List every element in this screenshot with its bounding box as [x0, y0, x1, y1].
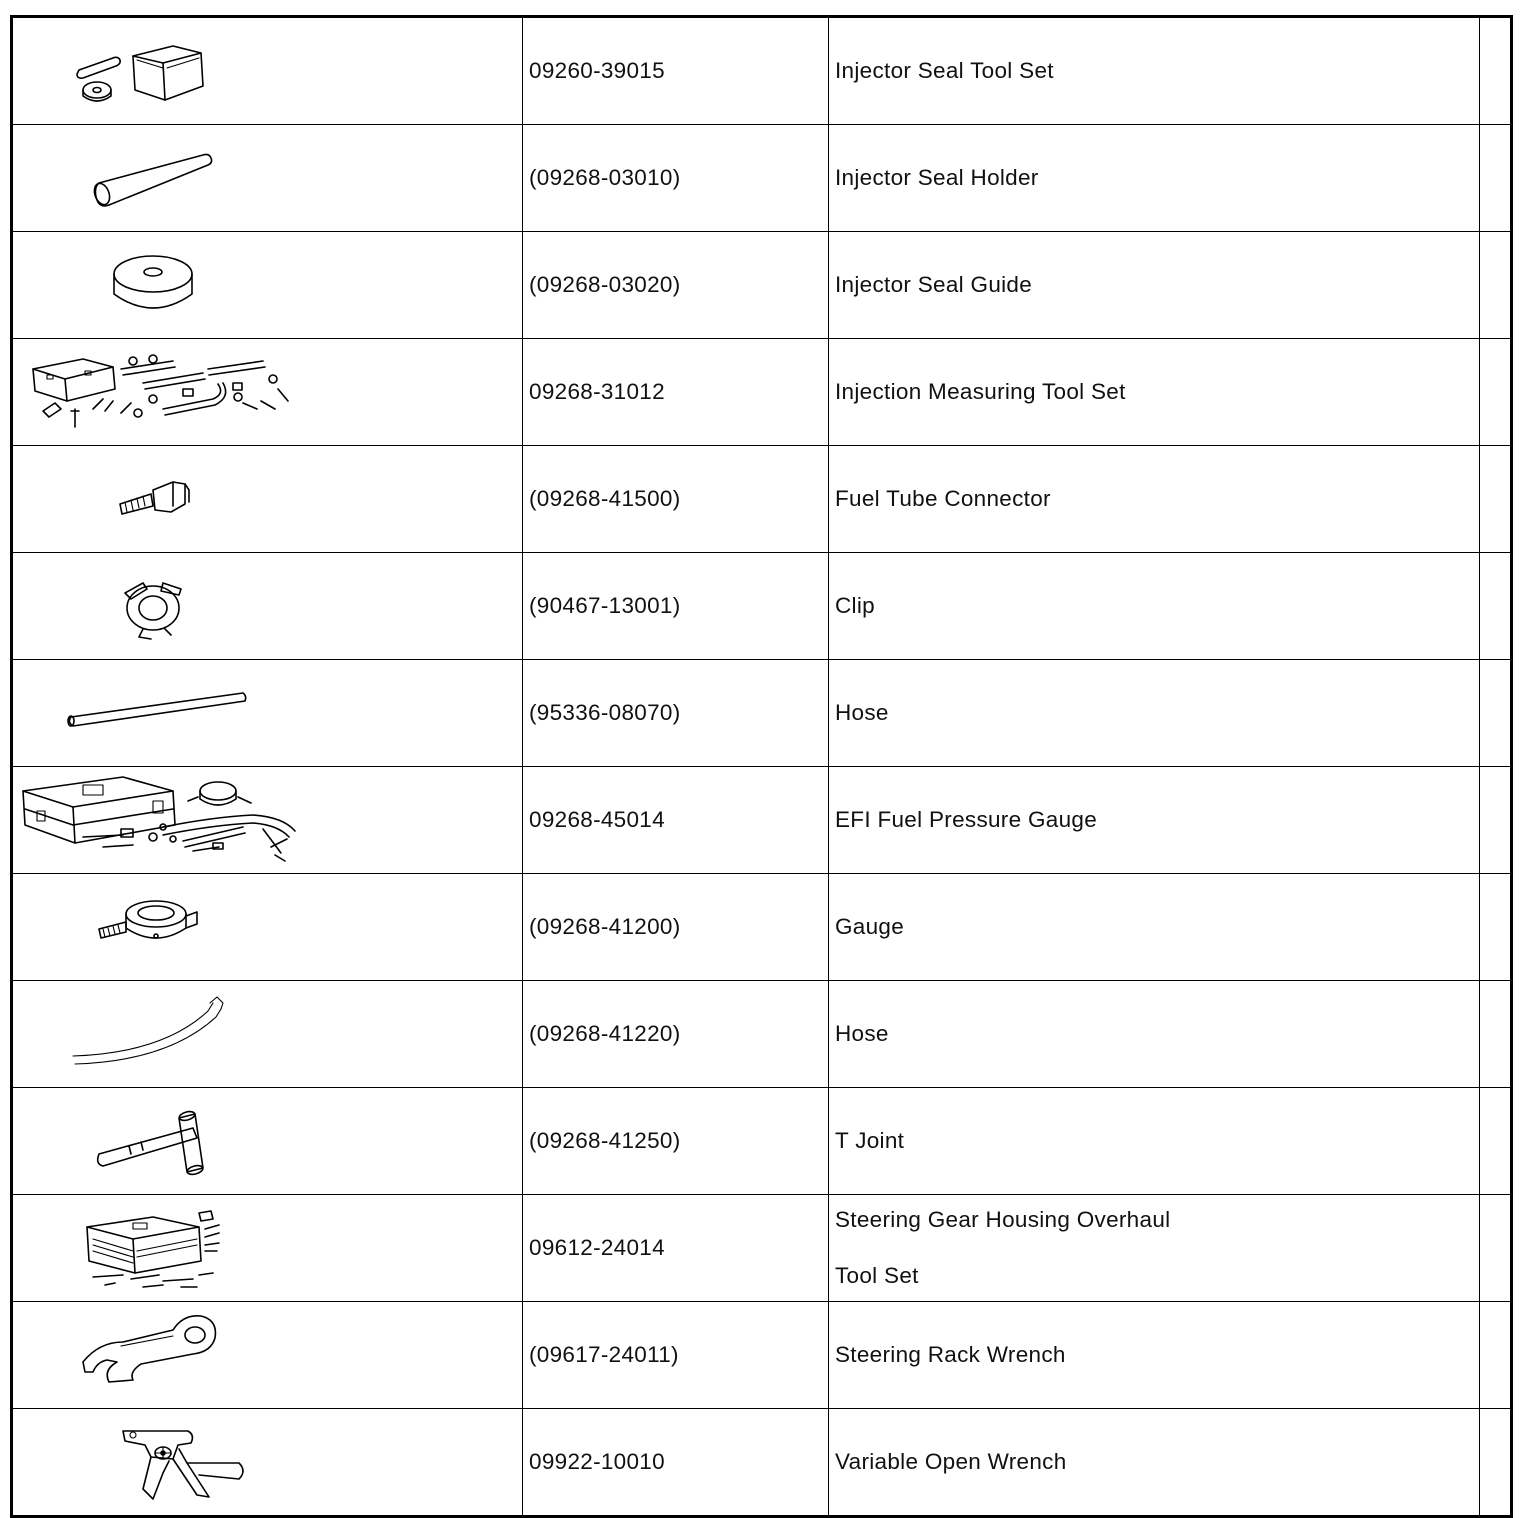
part-number: (09268-41220) — [523, 981, 829, 1088]
curved-hose-icon — [13, 981, 522, 1087]
tool-name-text: Injector Seal Tool Set — [835, 58, 1054, 83]
blank-cell — [1480, 767, 1512, 874]
part-number: 09922-10010 — [523, 1409, 829, 1517]
tool-name — [829, 17, 1480, 125]
blank-cell — [1480, 339, 1512, 446]
tool-image-cell — [12, 553, 523, 660]
blank-cell — [1480, 981, 1512, 1088]
blank-cell — [1480, 1302, 1512, 1409]
tool-name-text: Injector Seal Guide — [835, 272, 1033, 297]
part-number: (09617-24011) — [523, 1302, 829, 1409]
part-number: (09268-03010) — [523, 125, 829, 232]
tool-name-text: Injection Measuring Tool Set — [835, 379, 1126, 404]
tool-image-cell — [12, 446, 523, 553]
table-row — [12, 1302, 1512, 1409]
table-row — [12, 339, 1512, 446]
part-number: 09260-39015 — [523, 17, 829, 125]
tool-name — [829, 874, 1480, 981]
injector-seal-tool-set-icon — [13, 18, 522, 124]
table-row — [12, 125, 1512, 232]
gauge-icon — [13, 874, 522, 980]
tool-name-text: Fuel Tube Connector — [835, 486, 1051, 511]
table-row — [12, 1088, 1512, 1195]
tool-name — [829, 981, 1480, 1088]
tool-name-text: Steering Rack Wrench — [835, 1342, 1066, 1367]
table-row — [12, 767, 1512, 874]
part-number: (90467-13001) — [523, 553, 829, 660]
tool-name-text: T Joint — [835, 1128, 905, 1153]
tool-image-cell — [12, 981, 523, 1088]
steering-gear-tool-set-icon — [13, 1195, 522, 1301]
t-joint-icon — [13, 1088, 522, 1194]
tool-image-cell — [12, 1088, 523, 1195]
tool-name-line1: Steering Gear Housing Overhaul — [835, 1207, 1171, 1232]
tool-name-line2: Tool Set — [835, 1263, 919, 1288]
blank-cell — [1480, 553, 1512, 660]
tool-image-cell — [12, 17, 523, 125]
tool-name — [829, 767, 1480, 874]
part-number: (09268-03020) — [523, 232, 829, 339]
tool-image-cell — [12, 1409, 523, 1517]
part-number: (95336-08070) — [523, 660, 829, 767]
tool-name-text: Hose — [835, 1021, 889, 1046]
tool-image-cell — [12, 874, 523, 981]
part-number: (09268-41200) — [523, 874, 829, 981]
efi-fuel-pressure-gauge-icon — [13, 767, 522, 873]
tool-name — [829, 339, 1480, 446]
special-tools-table — [10, 15, 1513, 1518]
tool-name — [829, 660, 1480, 767]
table-row — [12, 660, 1512, 767]
tool-name — [829, 1302, 1480, 1409]
table-row — [12, 1195, 1512, 1302]
tool-name — [829, 1195, 1480, 1302]
table-row — [12, 874, 1512, 981]
table-row — [12, 1409, 1512, 1517]
injector-seal-holder-icon — [13, 125, 522, 231]
tool-name — [829, 1409, 1480, 1517]
hose-icon — [13, 660, 522, 766]
tool-image-cell — [12, 660, 523, 767]
blank-cell — [1480, 232, 1512, 339]
blank-cell — [1480, 17, 1512, 125]
tool-name — [829, 446, 1480, 553]
blank-cell — [1480, 1195, 1512, 1302]
variable-open-wrench-icon — [13, 1409, 522, 1515]
blank-cell — [1480, 660, 1512, 767]
part-number: 09612-24014 — [523, 1195, 829, 1302]
injection-measuring-tool-set-icon — [13, 339, 522, 445]
tool-name — [829, 125, 1480, 232]
tool-name-text: EFI Fuel Pressure Gauge — [835, 807, 1098, 832]
blank-cell — [1480, 125, 1512, 232]
tool-image-cell — [12, 339, 523, 446]
blank-cell — [1480, 446, 1512, 553]
table-row — [12, 446, 1512, 553]
tool-image-cell — [12, 232, 523, 339]
part-number: 09268-31012 — [523, 339, 829, 446]
blank-cell — [1480, 1088, 1512, 1195]
tool-name — [829, 1088, 1480, 1195]
tool-name-text: Hose — [835, 700, 889, 725]
blank-cell — [1480, 1409, 1512, 1517]
clip-icon — [13, 553, 522, 659]
part-number: 09268-45014 — [523, 767, 829, 874]
blank-cell — [1480, 874, 1512, 981]
fuel-tube-connector-icon — [13, 446, 522, 552]
tool-name-text: Variable Open Wrench — [835, 1449, 1067, 1474]
injector-seal-guide-icon — [13, 232, 522, 338]
tool-image-cell — [12, 1195, 523, 1302]
tool-image-cell — [12, 1302, 523, 1409]
tool-name-text: Injector Seal Holder — [835, 165, 1039, 190]
tool-name — [829, 553, 1480, 660]
table-row — [12, 232, 1512, 339]
part-number: (09268-41250) — [523, 1088, 829, 1195]
tool-image-cell — [12, 125, 523, 232]
tool-image-cell — [12, 767, 523, 874]
tool-name-text: Clip — [835, 593, 875, 618]
table-row — [12, 981, 1512, 1088]
tool-name — [829, 232, 1480, 339]
steering-rack-wrench-icon — [13, 1302, 522, 1408]
part-number: (09268-41500) — [523, 446, 829, 553]
tool-name-text: Gauge — [835, 914, 905, 939]
table-row — [12, 17, 1512, 125]
table-row — [12, 553, 1512, 660]
